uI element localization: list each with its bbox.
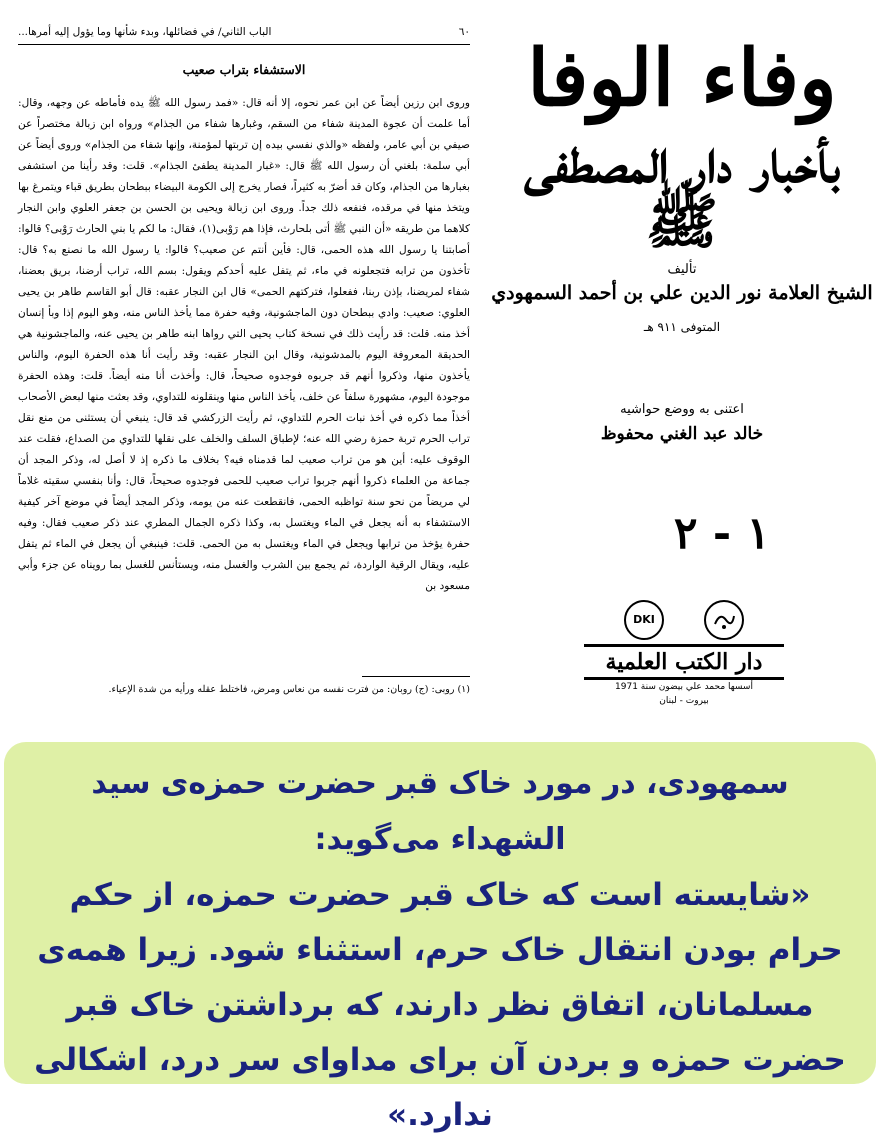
- caption-box: [4, 742, 876, 1133]
- publisher-name: دار الكتب العلمية: [584, 644, 784, 680]
- running-head: [18, 26, 470, 38]
- publisher-founded: أسسها محمد علي بيضون سنة 1971: [615, 682, 753, 692]
- footnote: (١) روبى: (ج) روبان: من فترت نفسه من نعاس ومرض، فاختلط عقله ورأيه من شدة الإعياء.: [108, 684, 470, 695]
- author-death-note: المتوفى ٩١١ هـ: [643, 320, 721, 334]
- caption-intro: سمهودی، در مورد خاک قبر حضرت حمزه‌ی سید الشهداء می‌گوید:: [91, 766, 789, 857]
- editor-name: خالد عبد الغني محفوظ: [600, 424, 764, 444]
- book-page: [0, 0, 536, 735]
- publisher-logo: [584, 600, 784, 710]
- running-head-title: الباب الثاني/ في فضائلها، وبدء شأنها وما يؤول إليه أمرها...: [18, 26, 272, 38]
- editor-label: اعتنى به ووضع حواشيه: [620, 402, 744, 417]
- by-label: تأليف: [667, 262, 697, 277]
- publisher-city: بيروت - لبنان: [659, 696, 709, 706]
- body-paragraph: وروى ابن رزين أيضاً عن ابن عمر نحوه، إلا أنه قال: «فمد رسول الله ﷺ يده فأماطه عن وجهه، وقال: أما علمت أن عجوة المدينة شفاء من السقم، وغبارها شفاء من الجذام» ورواه ابن زبالة مختصراً عن صيفي بن أبي عامر، ولفظه «والذي نفسي بيده إن تربتها لمؤمنة، وإنها شفاء من الجذام» وروى أيضاً عن أبي سلمة: بلغني أن رسول الله ﷺ قال: «غبار المدينة يطفئ الجذام». قلت: وقد رأينا من استشفى بغبارها من الجذام، وكان قد أضرّ به كثيراً، فصار يخرج إلى الكومة البيضاء ببطحان بطريق قباء ويتمرغ بها ويتخذ منها في مرقده، فنفعه ذلك جداً. وروى ابن زبالة ويحيى بن الحسن بن جعفر العلوي وابن النجار كلاهما من طريقه «أن النبي ﷺ أتى بلحارث، فإذا هم رَوْبى(١)، فقال: ما لكم يا بني الحارث رَوْبى؟ قالوا: أصابتنا يا رسول الله هذه الحمى، قال: فأين أنتم عن صعيب؟ قالوا: يا رسول الله ما نصنع به؟ قال: تأخذون من ترابه فتجعلونه في ماء، ثم يتفل عليه أحدكم ويقول: بسم الله، تراب أرضنا، بريق بعضنا، شفاء لمريضنا، بإذن ربنا، ففعلوا، فتركتهم الحمى» قال ابن النجار عقبه: قال أبو القاسم طاهر بن يحيى العلوي: صعيب: وادي ببطحان دون الماجشونية، وفيه حفرة مما يأخذ الناس منه، وهو اليوم إذا وبأ إنسان أخذ منه. قلت: قد رأيت ذلك في نسخة كتاب يحيى التي رواها ابنه طاهر بن يحيى عنه، والماجشونية هي الحديقة المعروفة اليوم بالمدشونية، وقال ابن النجار عقبه: وقد رأيت أنا هذه الحفرة اليوم، والناس يأخذون منها، وذكروا أنهم قد جربوه فوجدوه صحيحاً، قال: وأخذت أنا منه أيضاً. قلت: وهذه الحفرة موجودة اليوم، مشهورة سلفاً عن خلف، يأخذ الناس منها وينقلونه للتداوي، وقد بعثت منها لبعض الأصحاب أخذاً مما ذكره في أخذ نبات الحرم للتداوي، ثم رأيت الزركشي قد قال: ينبغي أن يستثنى من منع نقل تراب الحرم تربة حمزة رضي الله عنه؛ لإطباق السلف والخلف على نقلها للتداوي من الصداع، فقلت عند الوقوف عليه: أين هو من تراب صعيب لما قدمناه فيه؟ بخلاف ما ذكره إذ لا أصل له، وذكر المجد أن جماعة من العلماء ذكروا أنهم جربوا تراب صعيب للحمى فوجدوه صحيحاً، قال: وأنا بنفسي سقيته غلاماً لي مريضاً من نحو سنة تواظبه الحمى، فانقطعت عنه من يومه، وذكر المجد أيضاً في موضع آخر كيفية الاستشفاء به أنه يجعل في الماء ويغتسل به، وكذا ذكره الجمال المطري عند ذكر صعيب فقال: وفيه حفرة يؤخذ من ترابها ويجعل في الماء ويغتسل به من الحمى. قلت: فينبغي أن يجعل في الماء ثم يتفل عليه، ويقال الرقية الواردة، ثم يجمع بين الشرب والغسل منه، ويستأنس للغسل بما رويناه عن جزء وأبي مسعود بن: [18, 97, 470, 592]
- caption-quote: «شایسته است که خاک قبر حضرت حمزه، از حکم حرام بودن انتقال خاک حرم، استثناء شود. زیرا همه‌ی مسلمانان، اتفاق نظر دارند، که برداشتن خاک قبر حضرت حمزه و بردن آن برای مداوای سر درد، اشکالی ندارد.»: [34, 877, 846, 1133]
- page-number: ٦٠: [458, 26, 470, 38]
- cover-title: [484, 33, 880, 257]
- volume-number: ١ - ٢: [673, 508, 771, 559]
- author-name: الشيخ العلامة نور الدين علي بن أحمد السمهودي: [491, 282, 873, 304]
- book-cover: [484, 0, 880, 735]
- section-heading: الاستشفاء بتراب صعيب: [182, 62, 306, 77]
- cover-title-line1: وفاء الوفا: [527, 33, 837, 124]
- cover-title-line2: بأخبار دار المصطفى ﷺ: [523, 127, 841, 257]
- body-text: [18, 93, 470, 597]
- dki-logo-icon: DKI: [624, 600, 664, 640]
- footnote-rule: [362, 676, 470, 677]
- running-head-rule: [18, 44, 470, 45]
- seal-glyph-icon: [706, 602, 742, 638]
- calligraphy-seal-icon: [704, 600, 744, 640]
